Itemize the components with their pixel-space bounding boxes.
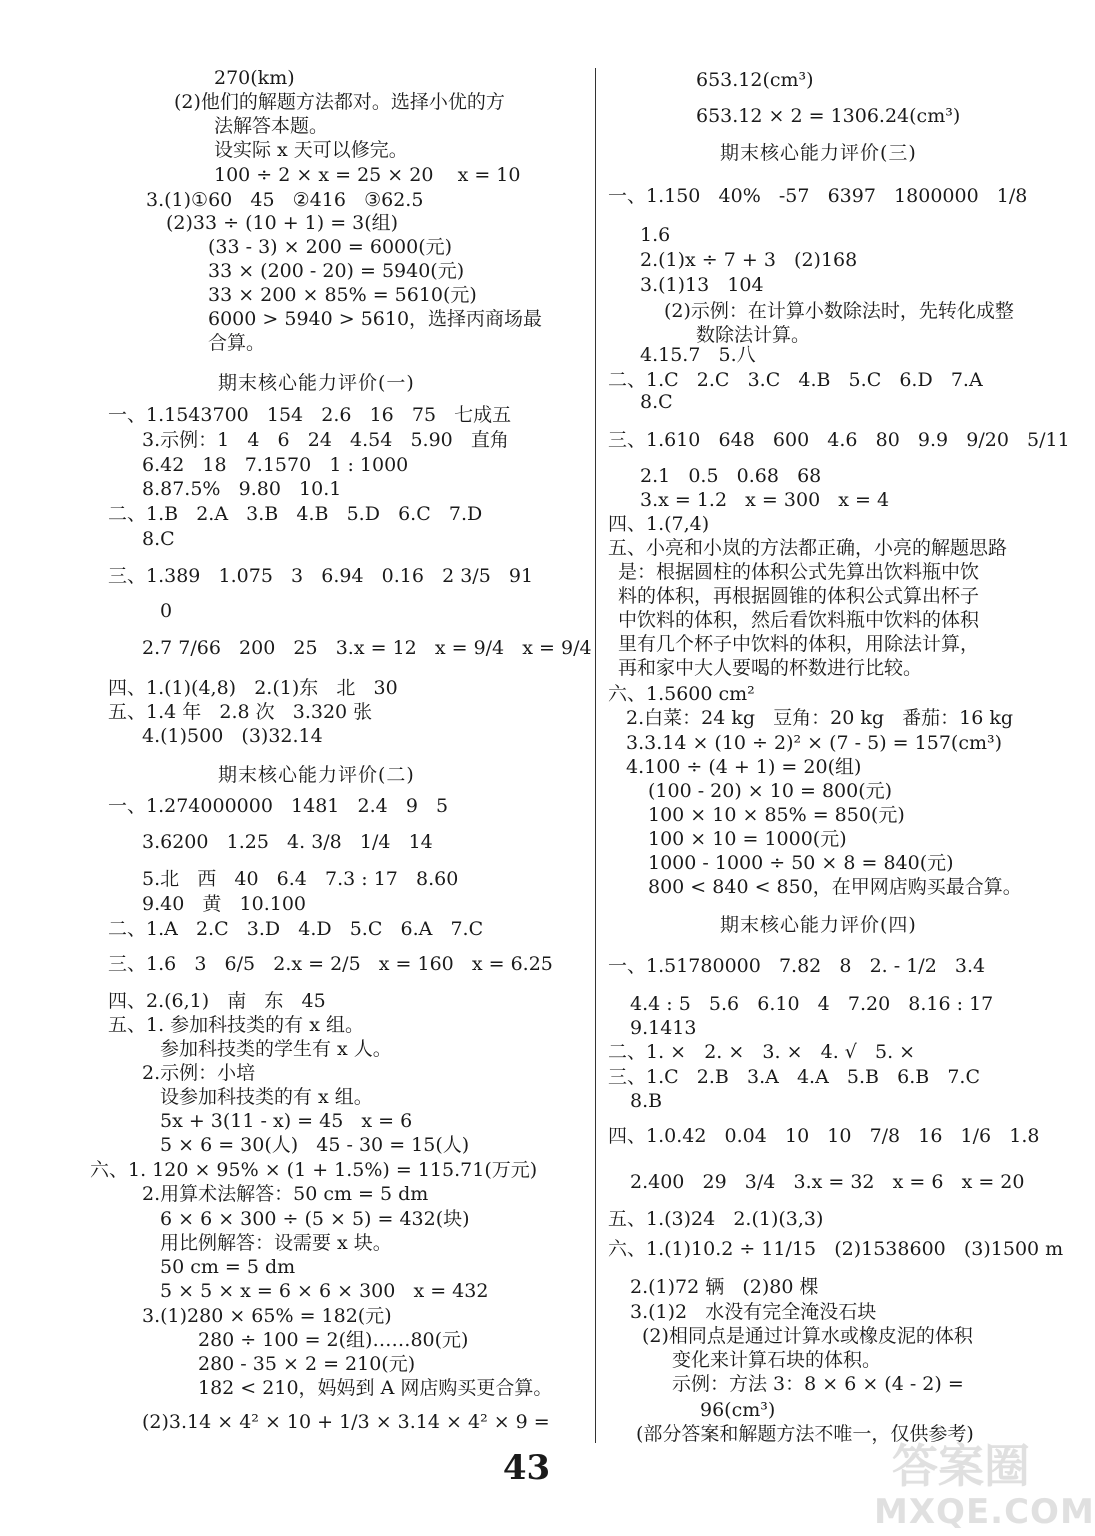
right-answer-line: 2.(1)72 辆 (2)80 棵 [630,1276,819,1298]
right-answer-line: 再和家中大人要喝的杯数进行比较。 [618,657,923,679]
section-title: 期末核心能力评价(二) [218,764,415,786]
left-answer-line: 8.87.5% 9.80 10.1 [142,478,342,500]
left-answer-line: 二、1.B 2.A 3.B 4.B 5.D 6.C 7.D [108,503,483,525]
right-answer-line: 中饮料的体积，然后看饮料瓶中饮料的体积 [618,609,980,631]
section-title: 期末核心能力评价(三) [720,142,917,164]
left-answer-line: 设参加科技类的有 x 组。 [160,1086,373,1108]
left-answer-line: 9.40 黄 10.100 [142,893,307,915]
right-answer-line: 六、1.(1)10.2 ÷ 11/15 (2)1538600 (3)1500 m [608,1238,1064,1260]
left-answer-line: 6000 > 5940 > 5610，选择丙商场最 [208,308,543,330]
right-answer-line: 变化来计算石块的体积。 [672,1349,882,1371]
section-title: 期末核心能力评价(四) [720,914,917,936]
right-answer-line: (部分答案和解题方法不唯一，仅供参考) [636,1423,974,1445]
left-answer-line: 六、1. 120 × 95% × (1 + 1.5%) = 115.71(万元) [90,1159,538,1181]
left-answer-line: 一、1.274000000 1481 2.4 9 5 [108,795,449,817]
left-answer-line: 8.C [142,528,175,550]
left-answer-line: 6 × 6 × 300 ÷ (5 × 5) = 432(块) [160,1208,470,1230]
watermark-bottom-text: MXQE.COM [874,1492,1095,1532]
right-answer-line: 100 × 10 × 85% = 850(元) [648,804,905,826]
right-answer-line: 9.1413 [630,1017,697,1039]
left-answer-line: 5x + 3(11 - x) = 45 x = 6 [160,1110,413,1132]
right-answer-line: 1.6 [640,224,671,246]
column-divider [595,68,596,1443]
right-answer-line: 料的体积，再根据圆锥的体积公式算出杯子 [618,585,980,607]
right-answer-line: 五、1.(3)24 2.(1)(3,3) [608,1208,824,1230]
left-answer-line: 33 × (200 - 20) = 5940(元) [208,260,465,282]
right-answer-line: (100 - 20) × 10 = 800(元) [648,780,893,802]
right-answer-line: 2.白菜：24 kg 豆角：20 kg 番茄：16 kg [626,707,1014,729]
left-answer-line: 182 < 210，妈妈到 A 网店购买更合算。 [198,1377,553,1399]
right-answer-line: (2)相同点是通过计算水或橡皮泥的体积 [642,1325,973,1347]
left-answer-line: 5 × 6 = 30(人) 45 - 30 = 15(人) [160,1134,470,1156]
left-answer-line: 四、1.(1)(4,8) 2.(1)东 北 30 [108,677,398,699]
right-answer-line: 2.400 29 3/4 3.x = 32 x = 6 x = 20 [630,1171,1025,1193]
right-answer-line: 数除法计算。 [696,324,811,346]
watermark-logo [852,1430,1095,1536]
left-answer-line: 100 ÷ 2 × x = 25 × 20 x = 10 [214,164,521,186]
right-answer-line: 4.100 ÷ (4 + 1) = 20(组) [626,756,862,778]
left-answer-line: 设实际 x 天可以修完。 [214,139,408,161]
left-answer-line: 2.示例：小培 [142,1062,256,1084]
left-answer-line: 五、1. 参加科技类的有 x 组。 [108,1014,364,1036]
left-answer-line: 33 × 200 × 85% = 5610(元) [208,284,477,306]
right-answer-line: 一、1.51780000 7.82 8 2. - 1/2 3.4 [608,955,986,977]
left-answer-line: 四、2.(6,1) 南 东 45 [108,990,326,1012]
left-answer-line: 270(km) [214,67,295,89]
right-answer-line: 四、1.(7,4) [608,513,710,535]
right-answer-line: 三、1.C 2.B 3.A 4.A 5.B 6.B 7.C [608,1066,981,1088]
left-answer-line: 3.6200 1.25 4. 3/8 1/4 14 [142,831,433,853]
left-answer-line: 50 cm = 5 dm [160,1256,296,1278]
right-answer-line: 二、1.C 2.C 3.C 4.B 5.C 6.D 7.A [608,369,983,391]
left-answer-line: 3.(1)280 × 65% = 182(元) [142,1305,392,1327]
right-answer-line: 是：根据圆柱的体积公式先算出饮料瓶中饮 [618,561,980,583]
right-answer-line: 3.(1)2 水没有完全淹没石块 [630,1301,877,1323]
left-answer-line: 3.(1)①60 45 ②416 ③62.5 [146,189,424,211]
right-answer-line: 示例：方法 3：8 × 6 × (4 - 2) = [672,1373,964,1395]
left-answer-line: 6.42 18 7.1570 1 : 1000 [142,454,409,476]
left-answer-line: 五、1.4 年 2.8 次 3.320 张 [108,701,373,723]
right-answer-line: 一、1.150 40% -57 6397 1800000 1/8 [608,185,1028,207]
right-answer-line: 100 × 10 = 1000(元) [648,828,847,850]
right-answer-line: 800 < 840 < 850，在甲网店购买最合算。 [648,876,1022,898]
right-answer-line: 五、小亮和小岚的方法都正确，小亮的解题思路 [608,537,1008,559]
left-answer-line: 三、1.6 3 6/5 2.x = 2/5 x = 160 x = 6.25 [108,953,553,975]
left-answer-line: (2)他们的解题方法都对。选择小优的方 [174,91,505,113]
right-answer-line: 4.4 : 5 5.6 6.10 4 7.20 8.16 : 17 [630,993,994,1015]
watermark-top-text: 答案圈 [892,1439,1030,1493]
left-answer-line: 一、1.1543700 154 2.6 16 75 七成五 [108,404,512,426]
right-answer-line: 六、1.5600 cm² [608,683,755,705]
left-answer-line: 合算。 [208,332,266,354]
left-answer-line: 三、1.389 1.075 3 6.94 0.16 2 3/5 91 [108,565,534,587]
left-answer-line: 4.(1)500 (3)32.14 [142,725,323,747]
right-answer-line: 8.C [640,391,673,413]
right-answer-line: 四、1.0.42 0.04 10 10 7/8 16 1/6 1.8 [608,1125,1040,1147]
right-answer-line: 二、1. × 2. × 3. × 4. √ 5. × [608,1041,916,1063]
right-answer-line: 1000 - 1000 ÷ 50 × 8 = 840(元) [648,852,954,874]
left-answer-line: 参加科技类的学生有 x 人。 [160,1038,392,1060]
left-answer-line: 5.北 西 40 6.4 7.3 : 17 8.60 [142,868,459,890]
right-answer-line: 里有几个杯子中饮料的体积，用除法计算， [618,633,980,655]
right-answer-line: 3.3.14 × (10 ÷ 2)² × (7 - 5) = 157(cm³) [626,732,1003,754]
left-answer-line: 用比例解答：设需要 x 块。 [160,1232,392,1254]
left-answer-line: (2)3.14 × 4² × 10 + 1/3 × 3.14 × 4² × 9 = [142,1411,550,1433]
section-title: 期末核心能力评价(一) [218,372,415,394]
page-number: 43 [502,1448,551,1488]
right-answer-line: 2.1 0.5 0.68 68 [640,465,822,487]
left-answer-line: 法解答本题。 [214,115,329,137]
left-answer-line: 280 - 35 × 2 = 210(元) [198,1353,416,1375]
right-answer-line: 3.(1)13 104 [640,274,764,296]
left-answer-line: (2)33 ÷ (10 + 1) = 3(组) [166,212,399,234]
left-answer-line: (33 - 3) × 200 = 6000(元) [208,236,453,258]
right-answer-line: 2.(1)x ÷ 7 + 3 (2)168 [640,249,858,271]
right-answer-line: 653.12(cm³) [696,69,814,91]
left-answer-line: 二、1.A 2.C 3.D 4.D 5.C 6.A 7.C [108,918,484,940]
right-answer-line: 8.B [630,1090,663,1112]
right-answer-line: 653.12 × 2 = 1306.24(cm³) [696,105,961,127]
right-answer-line: 3.x = 1.2 x = 300 x = 4 [640,489,890,511]
right-answer-line: (2)示例：在计算小数除法时，先转化成整 [664,300,1014,322]
left-answer-line: 2.7 7/66 200 25 3.x = 12 x = 9/4 x = 9/4 [142,637,592,659]
right-answer-line: 4.15.7 5.八 [640,344,756,366]
left-answer-line: 3.示例：1 4 6 24 4.54 5.90 直角 [142,429,509,451]
right-answer-line: 96(cm³) [700,1399,776,1421]
right-answer-line: 三、1.610 648 600 4.6 80 9.9 9/20 5/11 [608,429,1070,451]
left-answer-line: 0 [160,600,173,622]
left-answer-line: 5 × 5 × x = 6 × 6 × 300 x = 432 [160,1280,489,1302]
left-answer-line: 2.用算术法解答：50 cm = 5 dm [142,1183,429,1205]
left-answer-line: 280 ÷ 100 = 2(组)……80(元) [198,1329,469,1351]
